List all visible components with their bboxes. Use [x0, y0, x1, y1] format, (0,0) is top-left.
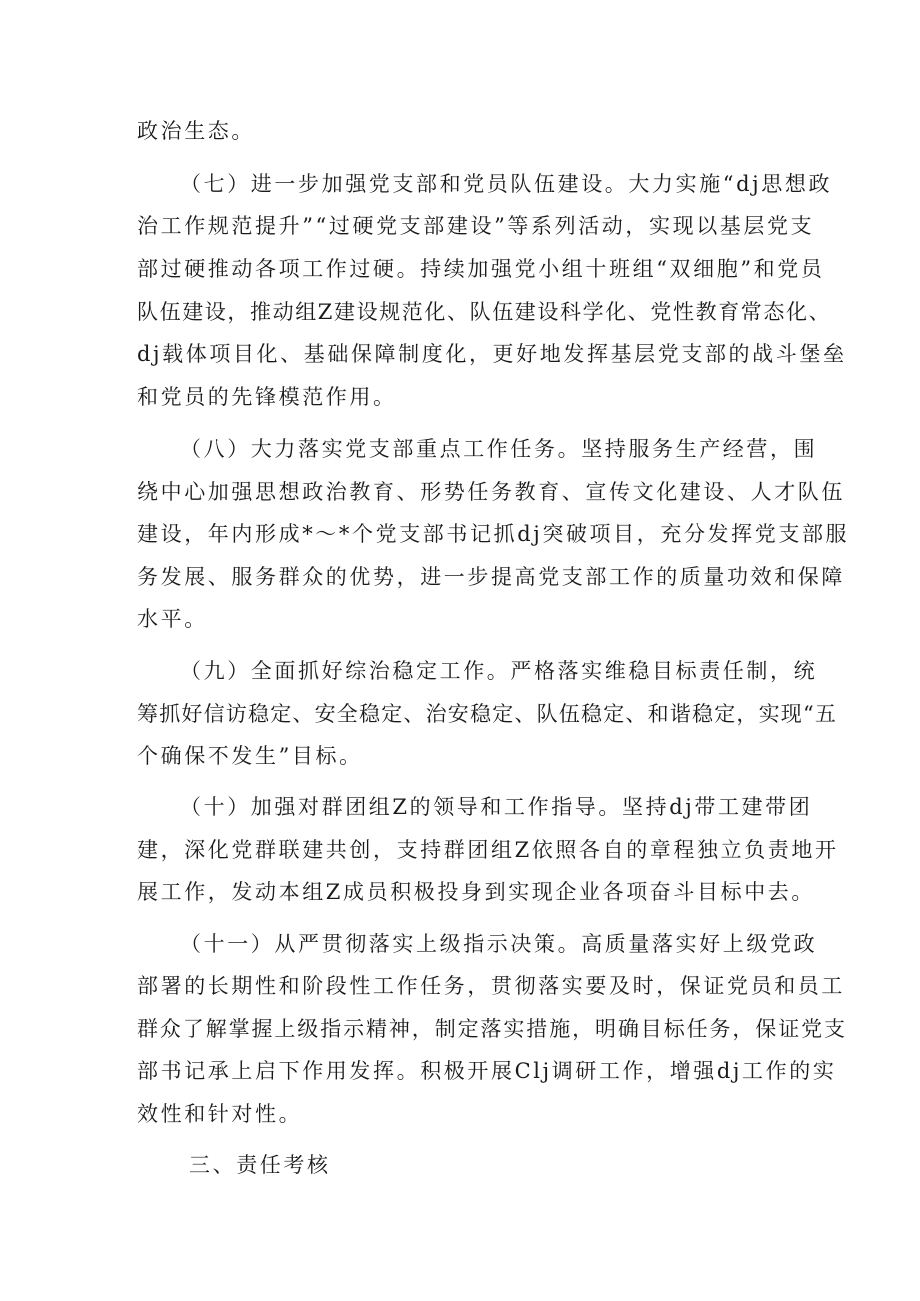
text-line: 部过硬推动各项工作过硬。持续加强党小组十班组“双细胞”和党员	[137, 257, 825, 281]
text-line: （十一）从严贯彻落实上级指示决策。高质量落实好上级党政	[180, 932, 818, 956]
text-line: 绕中心加强思想政治教育、形势任务教育、宣传文化建设、人才队伍	[137, 480, 845, 504]
text-line: 部署的长期性和阶段性工作任务，贯彻落实要及时，保证党员和员工	[137, 974, 845, 998]
text-line: 务发展、服务群众的优势，进一步提高党支部工作的质量功效和保障	[137, 565, 845, 589]
text-line: 政治生态。	[137, 119, 255, 143]
text-line: 筹抓好信访稳定、安全稳定、治安稳定、队伍稳定、和谐稳定，实现“五	[137, 702, 838, 726]
text-line: 效性和针对性。	[137, 1102, 303, 1126]
text-line: （八）大力落实党支部重点工作任务。坚持服务生产经营，围	[180, 437, 818, 461]
text-line: （九）全面抓好综治稳定工作。严格落实维稳目标责任制，统	[180, 659, 818, 683]
text-line: 建，深化党群联建共创，支持群团组Z依照各自的章程独立负责地开	[137, 838, 839, 862]
text-line: （七）进一步加强党支部和党员队伍建设。大力实施“dj思想政	[180, 172, 833, 196]
text-line: （十）加强对群团组Z的领导和工作指导。坚持dj带工建带团	[180, 795, 813, 819]
text-line: 和党员的先锋模范作用。	[137, 385, 397, 409]
text-line: dj载体项目化、基础保障制度化，更好地发挥基层党支部的战斗堡垒	[137, 342, 847, 366]
text-line: 群众了解掌握上级指示精神，制定落实措施，明确目标任务，保证党支	[137, 1017, 847, 1041]
text-line: 展工作，发动本组Z成员积极投身到实现企业各项奋斗目标中去。	[137, 880, 815, 904]
text-line: 治工作规范提升”“过硬党支部建设”等系列活动，实现以基层党支	[137, 214, 815, 238]
text-line: 部书记承上启下作用发挥。积极开展Clj调研工作，增强dj工作的实	[137, 1059, 837, 1083]
text-line: 水平。	[137, 607, 208, 631]
text-line: 个确保不发生”目标。	[137, 744, 363, 768]
section-heading: 三、责任考核	[189, 1153, 331, 1177]
text-line: 建设，年内形成*～*个党支部书记抓dj突破项目，充分发挥党支部服	[137, 522, 850, 546]
text-line: 队伍建设，推动组Z建设规范化、队伍建设科学化、党性教育常态化、	[137, 300, 832, 324]
